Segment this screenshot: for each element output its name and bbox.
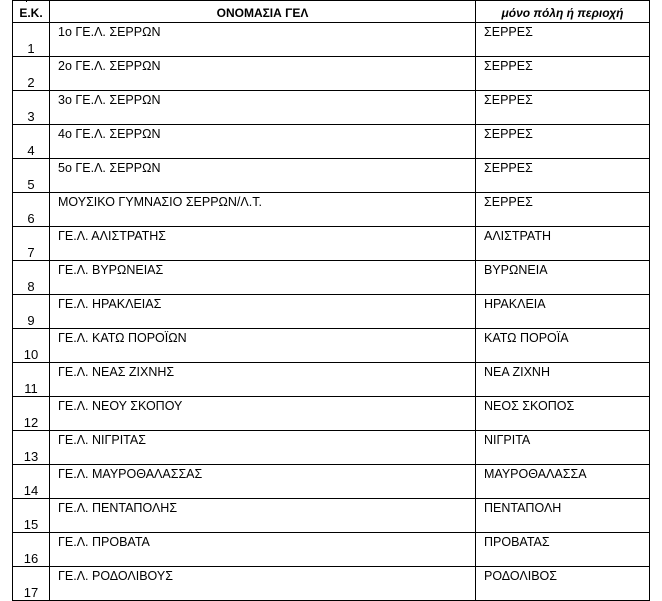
table-body: [13, 23, 650, 601]
row-number: 13: [13, 431, 50, 465]
school-name: ΓΕ.Λ. ΝΙΓΡΙΤΑΣ: [50, 431, 476, 465]
city-name: ΣΕΡΡΕΣ: [476, 125, 650, 159]
city-name: ΣΕΡΡΕΣ: [476, 23, 650, 57]
row-number: 1: [13, 23, 50, 57]
row-number: 12: [13, 397, 50, 431]
header-number: Ε.Κ.: [13, 1, 50, 23]
city-name: ΡΟΔΟΛΙΒΟΣ: [476, 567, 650, 601]
school-name: ΓΕ.Λ. ΒΥΡΩΝΕΙΑΣ: [50, 261, 476, 295]
table-row: [13, 499, 650, 533]
row-number: 9: [13, 295, 50, 329]
school-name: ΓΕ.Λ. ΝΕΟΥ ΣΚΟΠΟΥ: [50, 397, 476, 431]
header-school-name: ΟΝΟΜΑΣΙΑ ΓΕΛ: [50, 1, 476, 23]
table-row: [13, 295, 650, 329]
city-name: ΜΑΥΡΟΘΑΛΑΣΣΑ: [476, 465, 650, 499]
table-row: [13, 125, 650, 159]
school-name: ΓΕ.Λ. ΠΡΟΒΑΤΑ: [50, 533, 476, 567]
city-name: ΚΑΤΩ ΠΟΡΟΪΑ: [476, 329, 650, 363]
table-row: [13, 193, 650, 227]
row-number: 11: [13, 363, 50, 397]
school-name: ΓΕ.Λ. ΑΛΙΣΤΡΑΤΗΣ: [50, 227, 476, 261]
city-name: ΣΕΡΡΕΣ: [476, 91, 650, 125]
city-name: ΗΡΑΚΛΕΙΑ: [476, 295, 650, 329]
school-name: 2ο ΓΕ.Λ. ΣΕΡΡΩΝ: [50, 57, 476, 91]
row-number: 7: [13, 227, 50, 261]
table-row: [13, 533, 650, 567]
school-name: ΓΕ.Λ. ΜΑΥΡΟΘΑΛΑΣΣΑΣ: [50, 465, 476, 499]
city-name: ΠΕΝΤΑΠΟΛΗ: [476, 499, 650, 533]
school-name: 4ο ΓΕ.Λ. ΣΕΡΡΩΝ: [50, 125, 476, 159]
school-name: ΓΕ.Λ. ΡΟΔΟΛΙΒΟΥΣ: [50, 567, 476, 601]
city-name: ΠΡΟΒΑΤΑΣ: [476, 533, 650, 567]
school-name: ΓΕ.Λ. ΝΕΑΣ ΖΙΧΝΗΣ: [50, 363, 476, 397]
row-number: 14: [13, 465, 50, 499]
city-name: ΣΕΡΡΕΣ: [476, 57, 650, 91]
city-name: ΝΙΓΡΙΤΑ: [476, 431, 650, 465]
table-row: [13, 567, 650, 601]
row-number: 5: [13, 159, 50, 193]
table-row: [13, 363, 650, 397]
table-row: [13, 261, 650, 295]
row-number: 16: [13, 533, 50, 567]
city-name: ΣΕΡΡΕΣ: [476, 193, 650, 227]
school-name: ΓΕ.Λ. ΠΕΝΤΑΠΟΛΗΣ: [50, 499, 476, 533]
row-number: 15: [13, 499, 50, 533]
table-row: [13, 465, 650, 499]
row-number: 10: [13, 329, 50, 363]
row-number: 8: [13, 261, 50, 295]
row-number: 2: [13, 57, 50, 91]
row-number: 17: [13, 567, 50, 601]
school-name: 1ο ΓΕ.Λ. ΣΕΡΡΩΝ: [50, 23, 476, 57]
table-row: [13, 227, 650, 261]
school-name: ΓΕ.Λ. ΚΑΤΩ ΠΟΡΟΪΩΝ: [50, 329, 476, 363]
table-row: [13, 431, 650, 465]
school-name: ΜΟΥΣΙΚΟ ΓΥΜΝΑΣΙΟ ΣΕΡΡΩΝ/Λ.Τ.: [50, 193, 476, 227]
school-name: 3ο ΓΕ.Λ. ΣΕΡΡΩΝ: [50, 91, 476, 125]
row-number: 6: [13, 193, 50, 227]
row-number: 4: [13, 125, 50, 159]
city-name: ΒΥΡΩΝΕΙΑ: [476, 261, 650, 295]
header-city: μόνο πόλη ή περιοχή: [476, 1, 650, 23]
table-row: [13, 91, 650, 125]
table-row: [13, 397, 650, 431]
table-row: [13, 329, 650, 363]
school-name: 5ο ΓΕ.Λ. ΣΕΡΡΩΝ: [50, 159, 476, 193]
table-row: [13, 23, 650, 57]
table-row: [13, 159, 650, 193]
table-row: [13, 57, 650, 91]
city-name: ΝΕΑ ΖΙΧΝΗ: [476, 363, 650, 397]
city-name: ΑΛΙΣΤΡΑΤΗ: [476, 227, 650, 261]
city-name: ΝΕΟΣ ΣΚΟΠΟΣ: [476, 397, 650, 431]
row-number: 3: [13, 91, 50, 125]
schools-table: [12, 0, 650, 601]
school-name: ΓΕ.Λ. ΗΡΑΚΛΕΙΑΣ: [50, 295, 476, 329]
table-header-row: [13, 1, 650, 23]
city-name: ΣΕΡΡΕΣ: [476, 159, 650, 193]
